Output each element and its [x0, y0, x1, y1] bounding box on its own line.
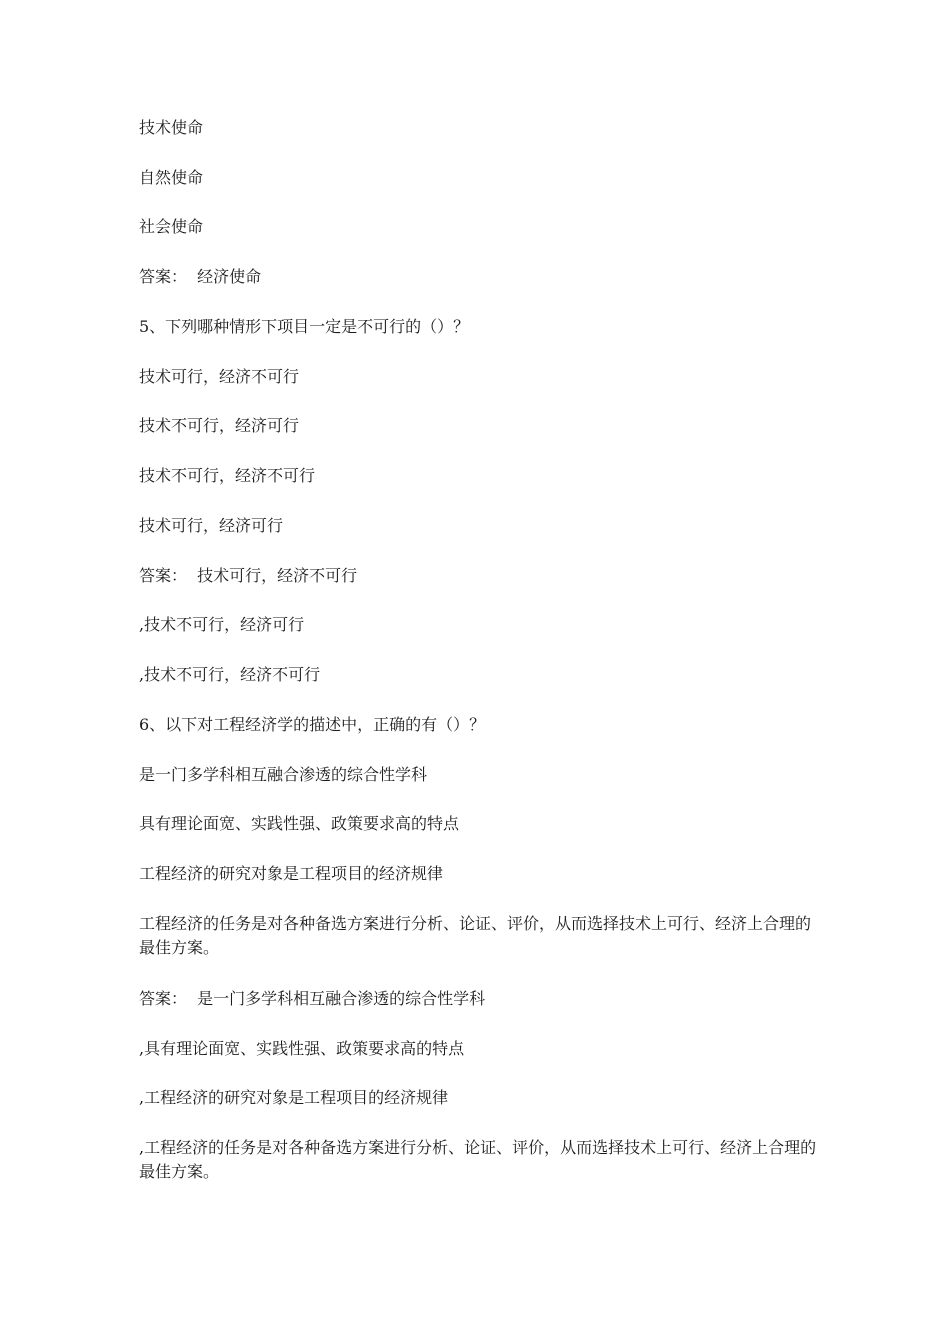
q6-option-3: 工程经济的研究对象是工程项目的经济规律	[139, 864, 444, 883]
q6-option-1: 是一门多学科相互融合渗透的综合性学科	[139, 765, 428, 784]
q6-answer-extra-2: ,工程经济的研究对象是工程项目的经济规律	[139, 1088, 449, 1107]
q5-question: 5、下列哪种情形下项目一定是不可行的（）？	[139, 317, 470, 336]
q5-answer: 答案： 技术可行，经济不可行	[139, 566, 358, 585]
q4-answer: 答案： 经济使命	[139, 267, 262, 286]
q6-option-2: 具有理论面宽、实践性强、政策要求高的特点	[139, 814, 460, 833]
q5-option-1: 技术可行，经济不可行	[139, 367, 300, 386]
q4-option-2: 自然使命	[139, 168, 204, 187]
q5-option-2: 技术不可行，经济可行	[139, 416, 300, 435]
q5-answer-extra-2: ,技术不可行，经济不可行	[139, 665, 321, 684]
q6-answer-extra-1: ,具有理论面宽、实践性强、政策要求高的特点	[139, 1039, 465, 1058]
q4-option-3: 社会使命	[139, 217, 204, 236]
q6-answer-extra-3: ,工程经济的任务是对各种备选方案进行分析、论证、评价，从而选择技术上可行、经济上合理的最佳方案。	[139, 1138, 817, 1181]
q4-option-1: 技术使命	[139, 118, 204, 137]
q5-answer-extra-1: ,技术不可行，经济可行	[139, 615, 305, 634]
q6-answer: 答案： 是一门多学科相互融合渗透的综合性学科	[139, 989, 486, 1008]
q6-question: 6、以下对工程经济学的描述中，正确的有（）？	[139, 715, 486, 734]
q6-option-4: 工程经济的任务是对各种备选方案进行分析、论证、评价，从而选择技术上可行、经济上合理的最佳方案。	[139, 914, 812, 957]
q5-option-3: 技术不可行，经济不可行	[139, 466, 316, 485]
q5-option-4: 技术可行，经济可行	[139, 516, 284, 535]
